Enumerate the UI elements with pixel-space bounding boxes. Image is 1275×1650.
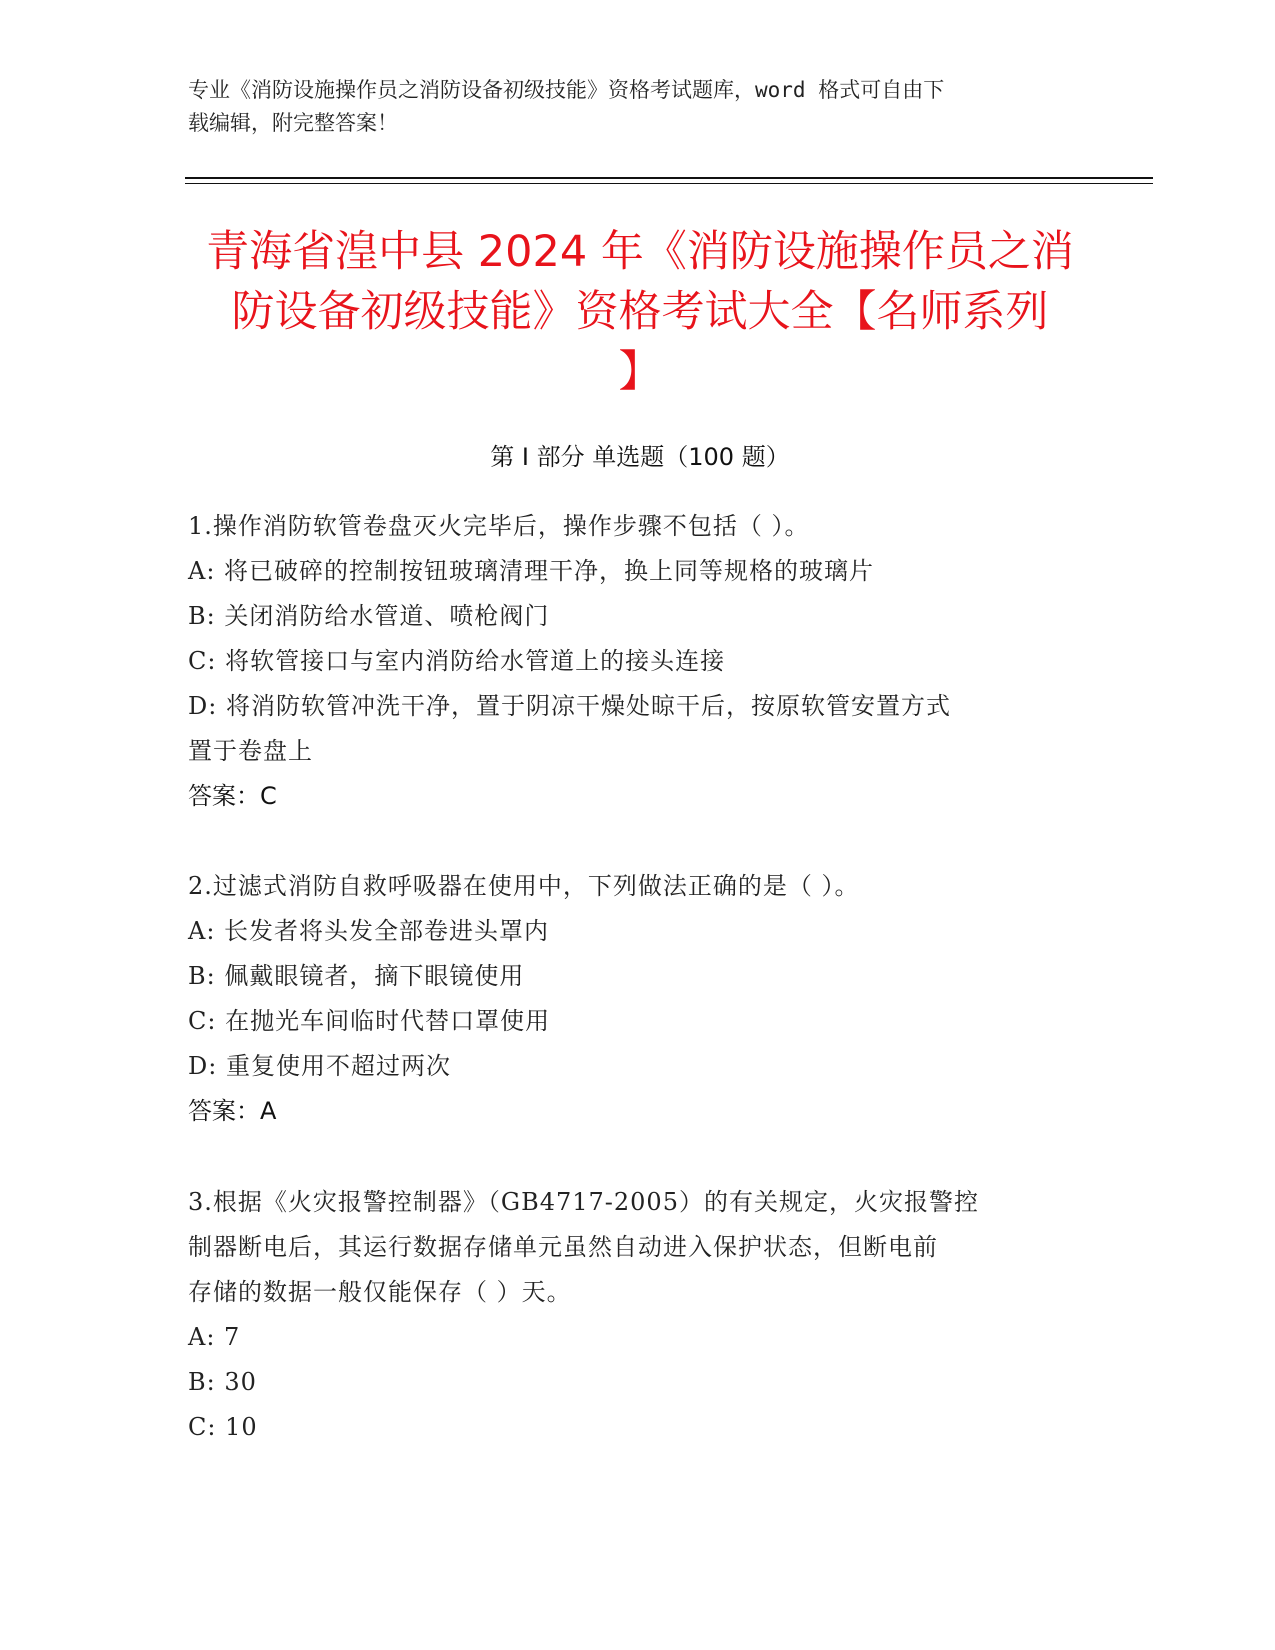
option-c: C: 在抛光车间临时代替口罩使用 [188,1007,551,1035]
option-c: C: 10 [188,1413,258,1441]
option-d: D: 将消防软管冲洗干净，置于阴凉干燥处晾干后，按原软管安置方式 [188,692,951,720]
question-stem: 3.根据《火灾报警控制器》（GB4717-2005）的有关规定，火灾报警控 [188,1188,979,1216]
section-heading: 第 I 部分 单选题（100 题） [490,443,790,471]
option-c: C: 将软管接口与室内消防给水管道上的接头连接 [188,647,726,675]
question-1 [188,504,1088,819]
document-title-line: 】 [618,347,662,397]
option-d-continued: 置于卷盘上 [188,737,313,765]
question-stem-continued: 存储的数据一般仅能保存（ ）天。 [188,1278,572,1306]
option-a: A: 将已破碎的控制按钮玻璃清理干净，换上同等规格的玻璃片 [188,557,875,585]
document-title [180,222,1100,402]
question-stem: 2.过滤式消防自救呼吸器在使用中，下列做法正确的是（ ）。 [188,872,860,900]
option-d: D: 重复使用不超过两次 [188,1052,451,1080]
option-b: B: 关闭消防给水管道、喷枪阀门 [188,602,550,630]
option-b: B: 佩戴眼镜者，摘下眼镜使用 [188,962,525,990]
answer: 答案：C [188,782,277,810]
header-note-line: 专业《消防设施操作员之消防设备初级技能》资格考试题库，word 格式可自由下 [188,78,945,102]
header-note-line: 载编辑，附完整答案！ [188,111,398,135]
option-a: A: 7 [188,1323,241,1351]
header-divider-thick [185,177,1153,179]
option-a: A: 长发者将头发全部卷进头罩内 [188,917,550,945]
document-title-line: 防设备初级技能》资格考试大全【名师系列 [231,287,1049,337]
answer: 答案：A [188,1097,277,1125]
question-stem-continued: 制器断电后，其运行数据存储单元虽然自动进入保护状态，但断电前 [188,1233,938,1261]
option-b: B: 30 [188,1368,257,1396]
question-3 [188,1180,1088,1450]
header-note [188,74,1088,140]
document-title-line: 青海省湟中县 2024 年《消防设施操作员之消 [206,227,1074,277]
question-stem: 1.操作消防软管卷盘灭火完毕后，操作步骤不包括（ ）。 [188,512,810,540]
question-2 [188,864,1088,1134]
header-divider-thin [185,183,1153,184]
